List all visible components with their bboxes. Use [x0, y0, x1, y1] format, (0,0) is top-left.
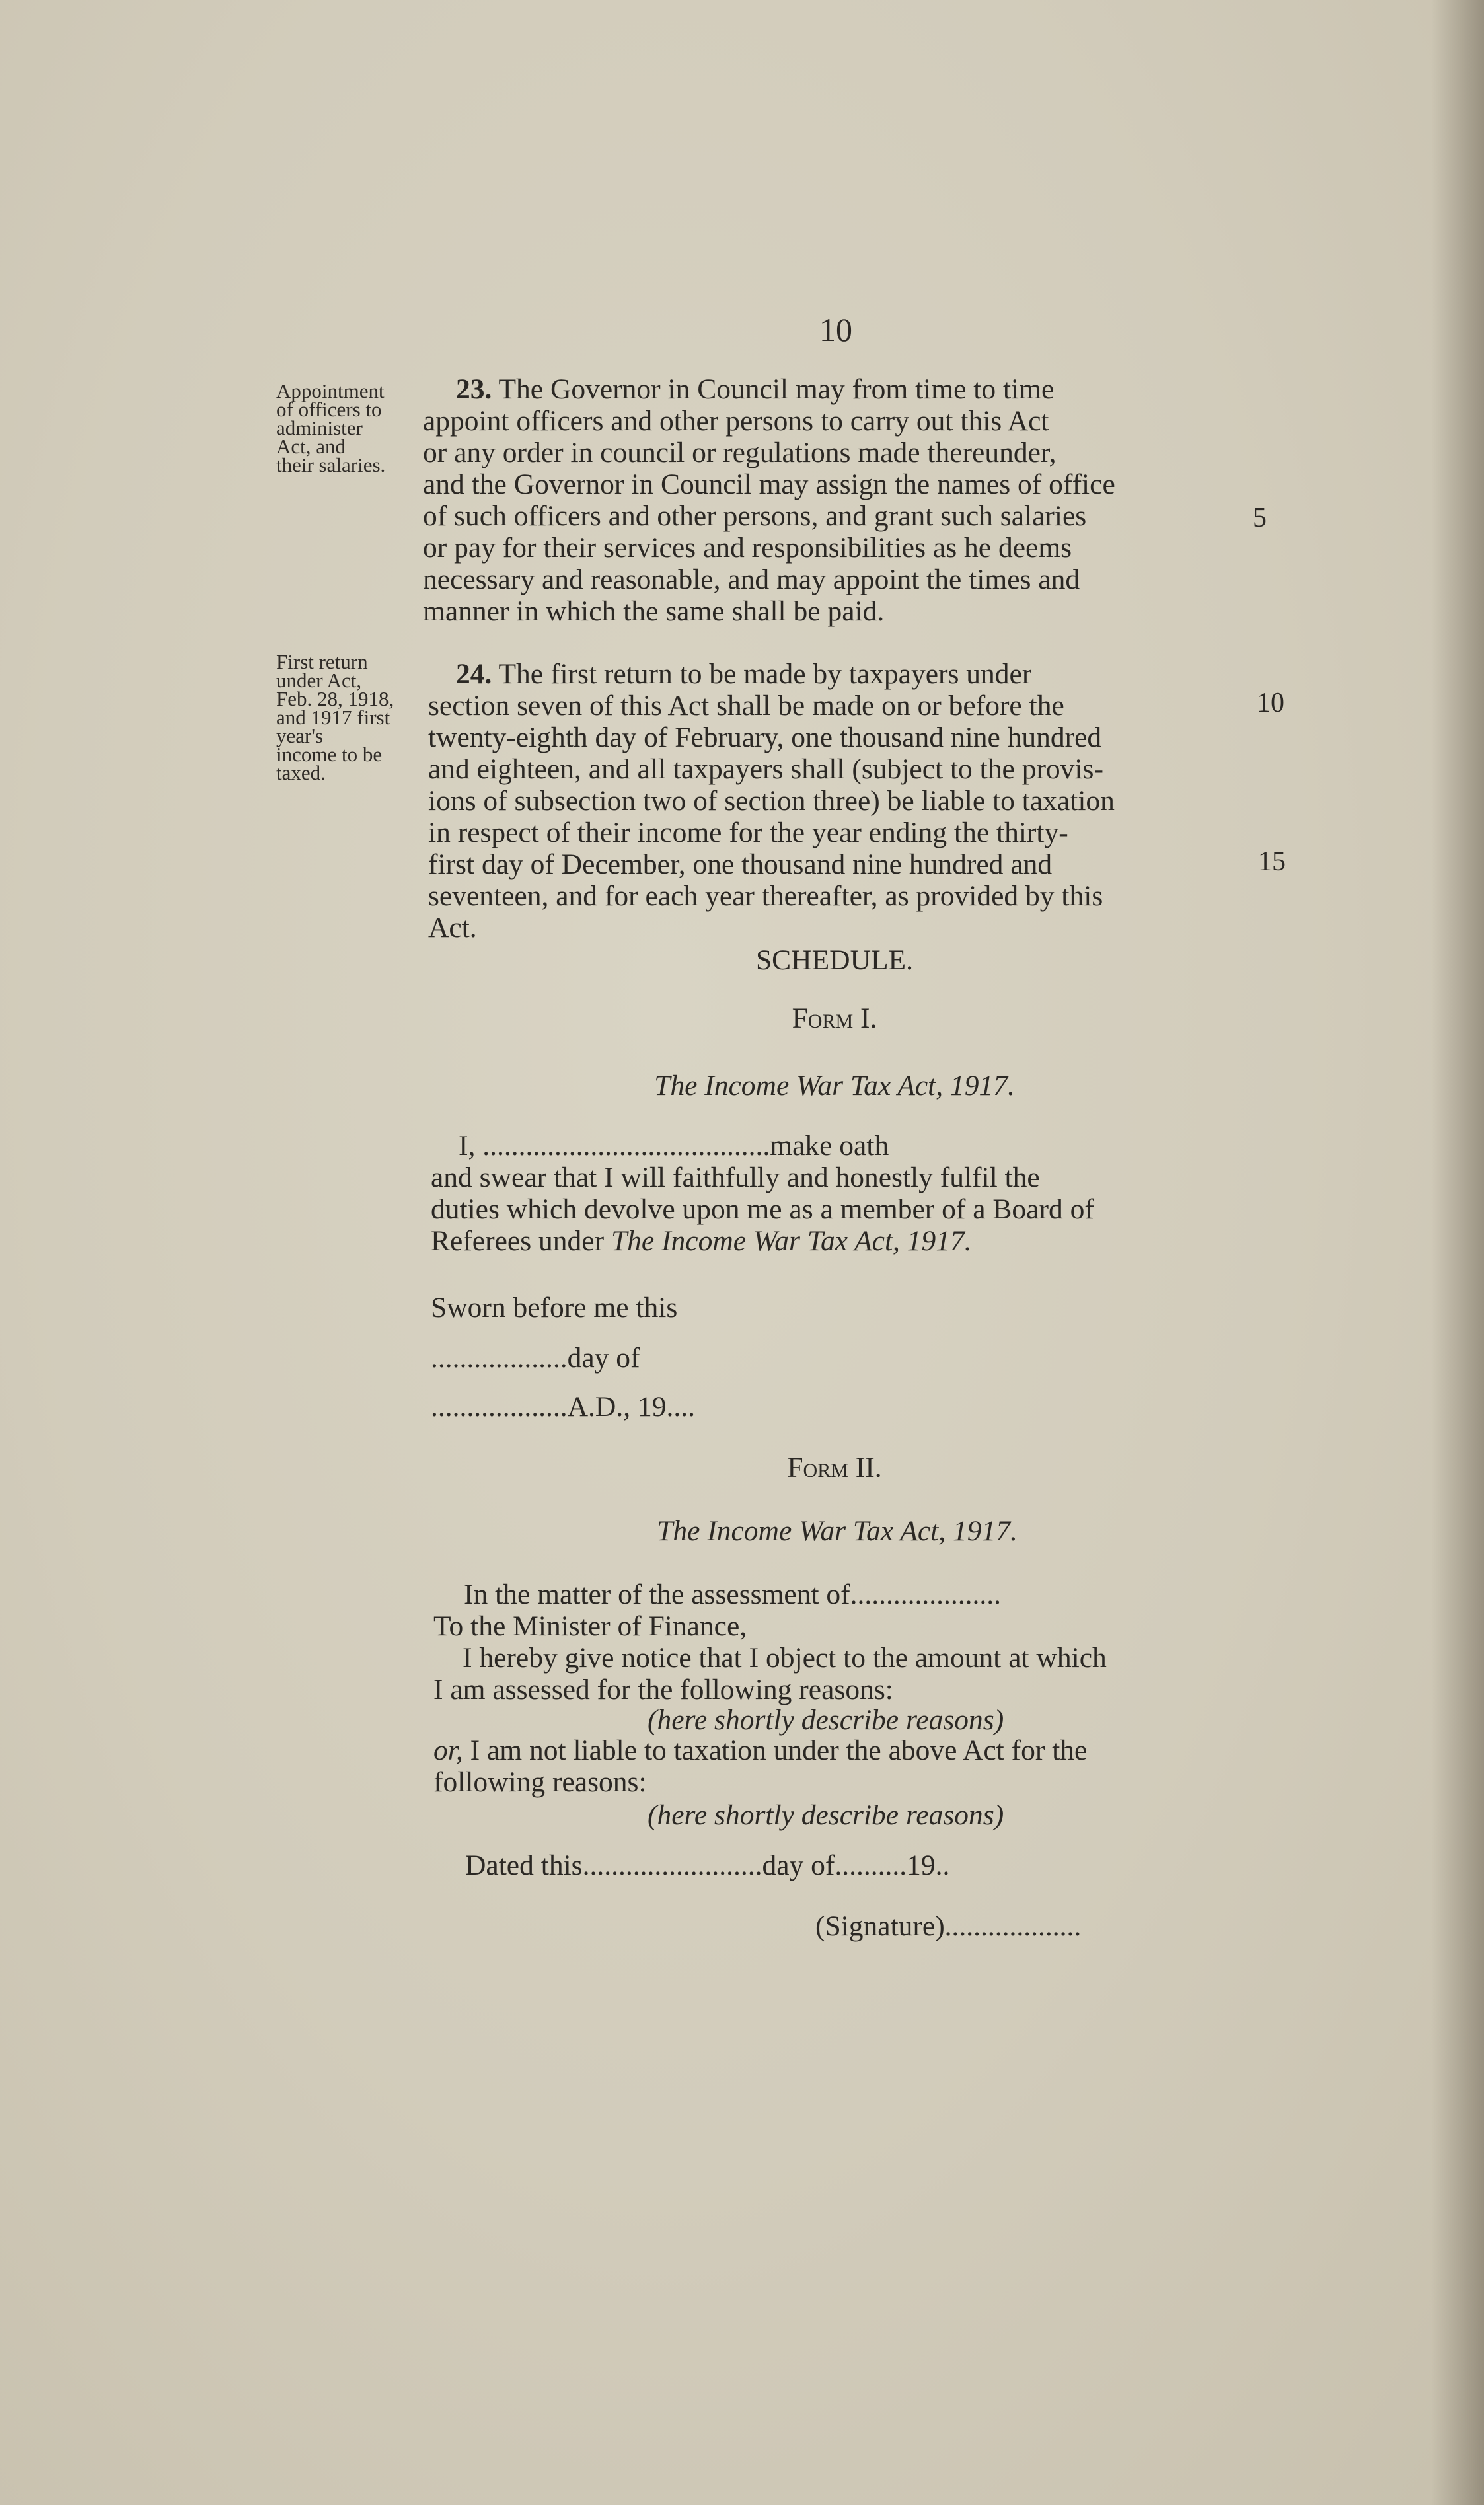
not-liable-line — [433, 1734, 1087, 1767]
margin-note-line: their salaries. — [276, 453, 386, 476]
text-line: The first return to be made by taxpayers under — [498, 658, 1032, 690]
text-line: I, ........................................make oath — [459, 1130, 889, 1162]
line-number-5: 5 — [1253, 503, 1267, 533]
signature-line: (Signature)................... — [815, 1910, 1082, 1942]
text-line: The Governor in Council may from time to time — [498, 373, 1055, 405]
reasons-line: I am assessed for the following reasons: — [433, 1674, 893, 1705]
sworn-before-line: Sworn before me this — [431, 1292, 678, 1324]
text-line: or pay for their services and responsibilities as he deems — [423, 532, 1072, 564]
margin-note-section-24 — [276, 650, 422, 784]
margin-note-line: Act, and — [276, 435, 346, 458]
page-edge-shadow — [1431, 0, 1484, 2505]
section-number: 24. — [456, 658, 492, 690]
text-line: duties which devolve upon me as a member of a Board of — [431, 1193, 1094, 1225]
assessment-line: In the matter of the assessment of..................... — [464, 1579, 1002, 1610]
or-word: or, — [433, 1735, 463, 1766]
dated-line: Dated this.........................day of..........19.. — [465, 1850, 950, 1881]
text-line: and the Governor in Council may assign the names of office — [423, 468, 1115, 500]
form-2-title: Form II. — [787, 1452, 882, 1483]
schedule-heading: SCHEDULE. — [755, 944, 914, 976]
text-line: ions of subsection two of section three) be liable to taxation — [428, 785, 1115, 817]
page-number: 10 — [819, 311, 852, 348]
text-line: of such officers and other persons, and grant such salaries — [423, 500, 1087, 532]
following-reasons-line: following reasons: — [433, 1766, 647, 1798]
describe-reasons-2: (here shortly describe reasons) — [648, 1799, 1004, 1831]
margin-note-line: Appointment — [276, 379, 385, 402]
text-line: I am not liable to taxation under the above Act for the — [463, 1735, 1088, 1766]
form-1-oath — [431, 1130, 1250, 1257]
margin-note-line: Feb. 28, 1918, — [276, 687, 394, 710]
text-line: appoint officers and other persons to carry out this Act — [423, 405, 1049, 437]
text-line: and swear that I will faithfully and honestly fulfil the — [431, 1162, 1040, 1193]
form-1-act-title: The Income War Tax Act, 1917. — [654, 1070, 1015, 1102]
text-line: and eighteen, and all taxpayers shall (subject to the provis- — [428, 753, 1103, 785]
section-23 — [423, 373, 1236, 627]
ad-line: ...................A.D., 19.... — [431, 1391, 695, 1423]
text-line: section seven of this Act shall be made on or before the — [428, 690, 1064, 722]
margin-note-line: income to be — [276, 743, 383, 766]
margin-note-line: year's — [276, 724, 323, 747]
margin-note-section-23 — [276, 379, 422, 476]
margin-note-line: of officers to — [276, 398, 382, 421]
section-number: 23. — [456, 373, 492, 405]
line-number-15: 15 — [1258, 846, 1286, 877]
text-line: Act. — [428, 912, 477, 944]
section-24 — [428, 658, 1241, 944]
describe-reasons-1: (here shortly describe reasons) — [648, 1704, 1004, 1736]
margin-note-line: under Act, — [276, 669, 362, 692]
text-line: necessary and reasonable, and may appoint the times and — [423, 564, 1080, 595]
text-line: twenty-eighth day of February, one thousand nine hundred — [428, 722, 1102, 753]
text-line: in respect of their income for the year ending the thirty- — [428, 817, 1068, 848]
margin-note-line: taxed. — [276, 761, 326, 784]
text-line: manner in which the same shall be paid. — [423, 595, 885, 627]
text-line: Referees under — [431, 1225, 611, 1257]
margin-note-line: administer — [276, 416, 363, 439]
text-line: or any order in council or regulations made thereunder, — [423, 437, 1057, 468]
form-1-title: Form I. — [792, 1002, 877, 1034]
day-of-line: ...................day of — [431, 1342, 640, 1374]
form-2-act-title: The Income War Tax Act, 1917. — [657, 1515, 1018, 1547]
act-name: The Income War Tax Act, 1917. — [611, 1225, 972, 1257]
addressee-line: To the Minister of Finance, — [433, 1610, 747, 1642]
text-line: seventeen, and for each year thereafter, as provided by this — [428, 880, 1103, 912]
notice-line: I hereby give notice that I object to the amount at which — [463, 1642, 1107, 1674]
margin-note-line: and 1917 first — [276, 706, 390, 729]
text-line: first day of December, one thousand nine hundred and — [428, 848, 1053, 880]
margin-note-line: First return — [276, 650, 368, 673]
line-number-10: 10 — [1257, 688, 1284, 718]
